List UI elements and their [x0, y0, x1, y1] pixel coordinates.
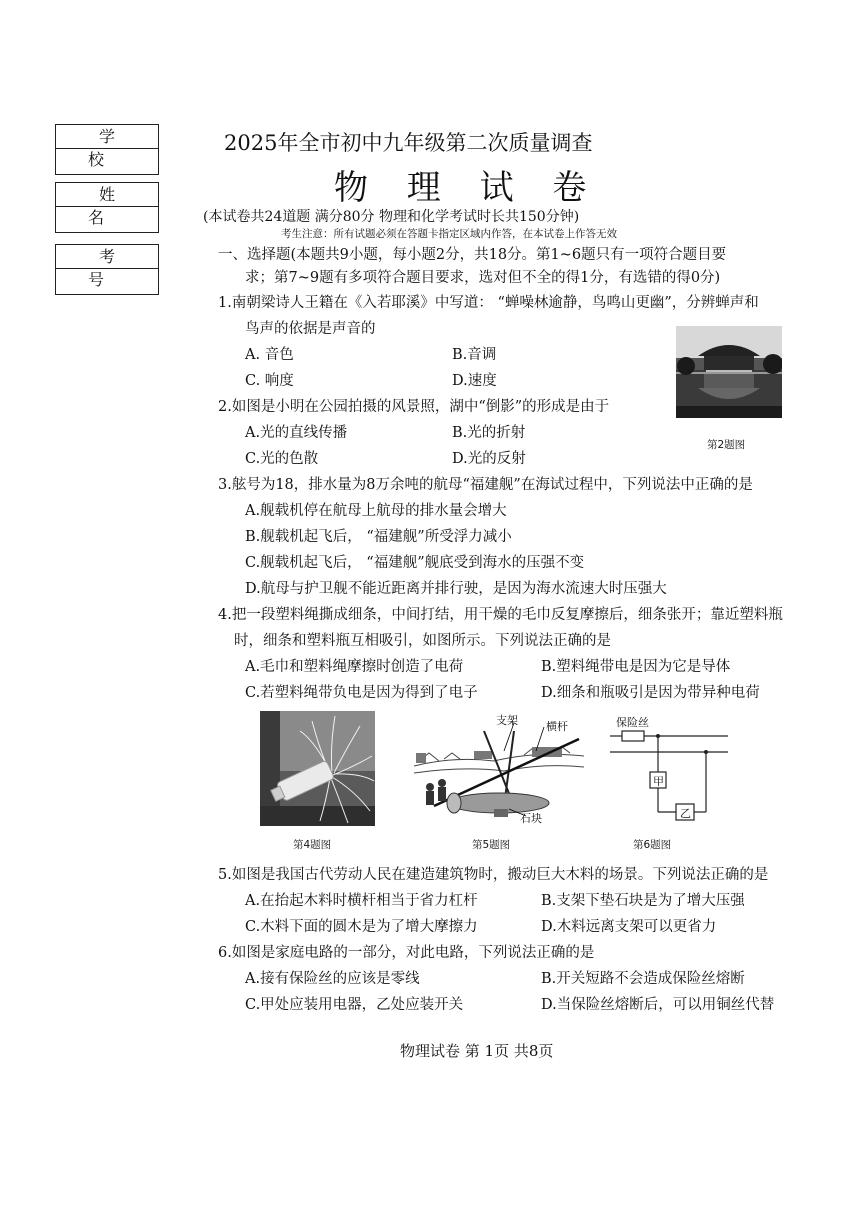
q5-option-d: D.木料远离支架可以更省力	[541, 919, 717, 935]
exam-title: 2025年全市初中九年级第二次质量调查	[224, 131, 593, 155]
exam-subtitle: 物 理 试 卷	[334, 168, 601, 208]
school-box	[55, 124, 159, 175]
number-label: 考 号	[56, 245, 158, 269]
school-label: 学 校	[56, 125, 158, 149]
q6-option-d: D.当保险丝熔断后，可以用铜丝代替	[541, 997, 775, 1013]
fig6-caption: 第6题图	[633, 839, 672, 851]
fig2-pavilion-photo	[676, 326, 782, 418]
q3-option-c: C.舰载机起飞后， “福建舰”舰底受到海水的压强不变	[245, 555, 585, 571]
fig6-label-jia: 甲	[653, 775, 664, 788]
q2-option-d: D.光的反射	[452, 451, 526, 467]
q1-stem-cont: 鸟声的依据是声音的	[245, 321, 376, 337]
number-box	[55, 244, 159, 295]
fig4-plastic-rope-photo	[260, 711, 375, 826]
fig5-label-support: 支架	[496, 714, 518, 727]
q3-option-a: A.舰载机停在航母上航母的排水量会增大	[245, 503, 507, 519]
q3-option-b: B.舰载机起飞后， “福建舰”所受浮力减小	[245, 529, 512, 545]
q2-option-c: C.光的色散	[245, 451, 319, 467]
fig5-label-lever: 横杆	[546, 720, 568, 733]
q4-option-c: C.若塑料绳带负电是因为得到了电子	[245, 685, 478, 701]
q4-option-b: B.塑料绳带电是因为它是导体	[541, 659, 731, 675]
q1-option-d: D.速度	[452, 373, 497, 389]
section-heading-line2: 求；第7~9题有多项符合题目要求，选对但不全的得1分，有选错的得0分)	[245, 270, 721, 286]
q3-stem: 3.舷号为18，排水量为8万余吨的航母“福建舰”在海试过程中，下列说法中正确的是	[218, 477, 753, 493]
fig6-circuit-diagram	[610, 714, 730, 824]
q2-stem: 2.如图是小明在公园拍摄的风景照，湖中“倒影”的形成是由于	[218, 399, 610, 415]
q1-option-a: A. 音色	[245, 347, 294, 363]
q1-option-c: C. 响度	[245, 373, 294, 389]
q2-option-b: B.光的折射	[452, 425, 526, 441]
q6-option-b: B.开关短路不会造成保险丝熔断	[541, 971, 745, 987]
fig2-caption: 第2题图	[707, 439, 746, 451]
fig5-caption: 第5题图	[472, 839, 511, 851]
q2-option-a: A.光的直线传播	[245, 425, 348, 441]
fig6-label-yi: 乙	[680, 807, 691, 820]
q4-option-a: A.毛巾和塑料绳摩擦时创造了电荷	[245, 659, 464, 675]
q6-option-a: A.接有保险丝的应该是零线	[245, 971, 420, 987]
q4-stem: 4.把一段塑料绳撕成细条，中间打结，用干燥的毛巾反复摩擦后，细条张开；靠近塑料瓶	[218, 607, 783, 623]
q1-option-b: B.音调	[452, 347, 497, 363]
q6-stem: 6.如图是家庭电路的一部分，对此电路，下列说法正确的是	[218, 945, 595, 961]
q5-option-b: B.支架下垫石块是为了增大压强	[541, 893, 745, 909]
q4-stem-cont: 时，细条和塑料瓶互相吸引，如图所示。下列说法正确的是	[234, 633, 611, 649]
page-footer: 物理试卷 第 1页 共8页	[400, 1042, 554, 1060]
fig5-label-stone: 石块	[520, 812, 542, 825]
section-heading-line1: 一、选择题(本题共9小题，每小题2分，共18分。第1~6题只有一项符合题目要	[218, 247, 727, 263]
name-box	[55, 182, 159, 233]
q5-option-a: A.在抬起木料时横杆相当于省力杠杆	[245, 893, 478, 909]
q5-stem: 5.如图是我国古代劳动人民在建造建筑物时，搬动巨大木料的场景。下列说法正确的是	[218, 867, 769, 883]
q3-option-d: D.航母与护卫舰不能近距离并排行驶，是因为海水流速大时压强大	[245, 581, 667, 597]
exam-notice: 考生注意：所有试题必须在答题卡指定区域内作答，在本试卷上作答无效	[281, 228, 617, 240]
q1-stem: 1.南朝梁诗人王籍在《入若耶溪》中写道： “蝉噪林逾静，鸟鸣山更幽”，分辨蝉声和	[218, 295, 759, 311]
fig4-caption: 第4题图	[293, 839, 332, 851]
fig6-label-fuse: 保险丝	[616, 716, 649, 729]
exam-info: (本试卷共24道题 满分80分 物理和化学考试时长共150分钟)	[203, 209, 580, 225]
q4-option-d: D.细条和瓶吸引是因为带异种电荷	[541, 685, 760, 701]
q5-option-c: C.木料下面的圆木是为了增大摩擦力	[245, 919, 478, 935]
q6-option-c: C.甲处应装用电器，乙处应装开关	[245, 997, 464, 1013]
name-label: 姓 名	[56, 183, 158, 207]
